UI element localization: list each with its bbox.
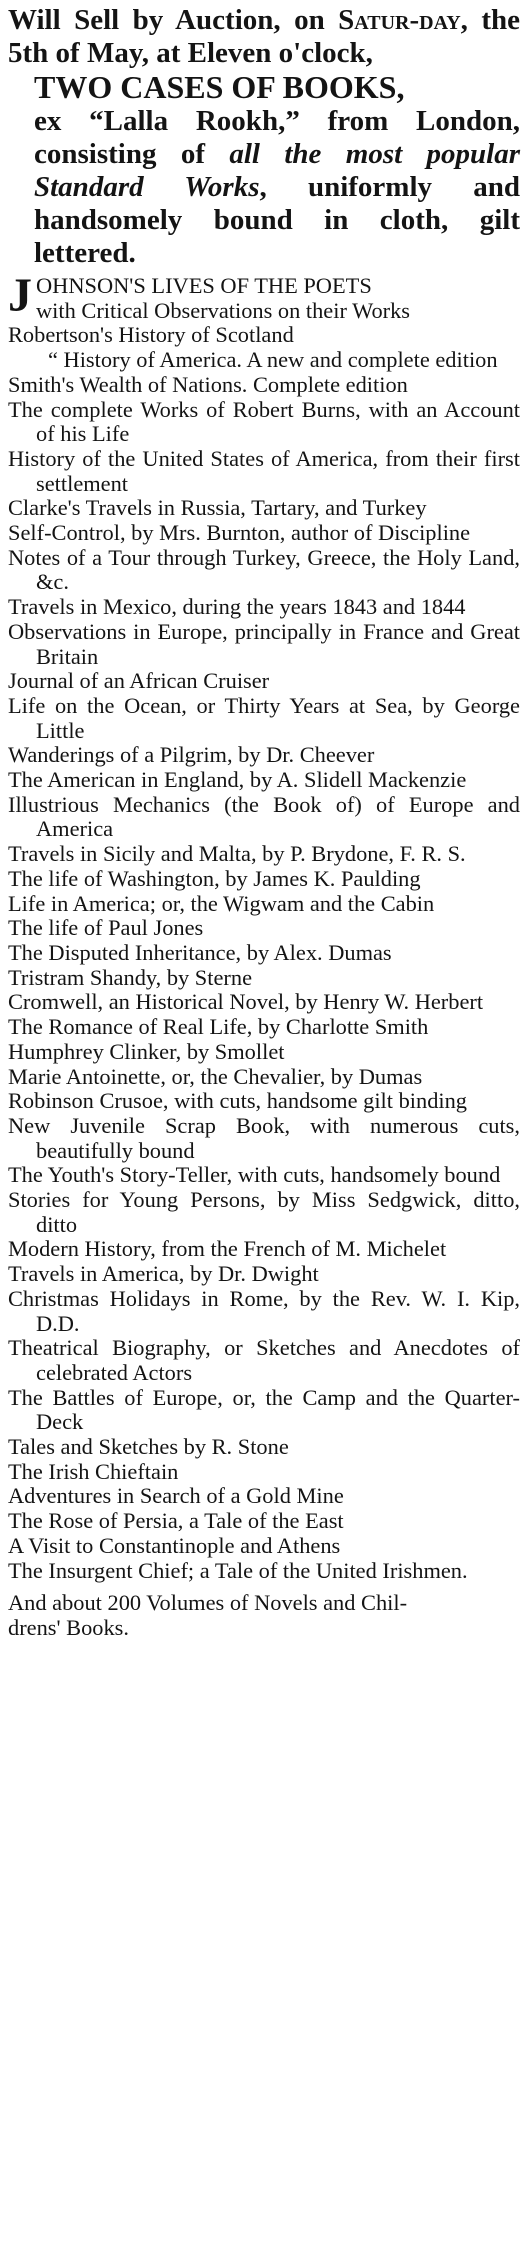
heading-date-time: , the 5th of May, at Eleven o'clock, xyxy=(8,4,520,69)
list-item: Wanderings of a Pilgrim, by Dr. Cheever xyxy=(8,742,375,768)
list-item: The Rose of Persia, a Tale of the East xyxy=(8,1508,344,1534)
heading-saturday-part2: day xyxy=(419,4,461,36)
list-item: Robertson's History of Scotland xyxy=(8,322,294,348)
list-item: Christmas Holidays in Rome, by the Rev. W. I. Kip, D.D. xyxy=(8,1285,520,1336)
list-item: Theatrical Biography, or Sketches and Anecdotes of celebrated Actors xyxy=(8,1335,520,1385)
first-item-title: OHNSON'S LIVES OF THE POETS xyxy=(36,273,372,298)
list-item: Cromwell, an Historical Novel, by Henry W. Herbert xyxy=(8,989,484,1015)
list-item: The life of Washington, by James K. Paulding xyxy=(8,865,421,891)
list-item: Illustrious Mechanics (the Book of) of Europe and America xyxy=(8,791,520,842)
closing-line2: drens' Books. xyxy=(8,1614,129,1640)
list-item: Modern History, from the French of M. Michelet xyxy=(8,1236,447,1262)
auction-heading xyxy=(8,4,520,270)
list-item: Stories for Young Persons, by Miss Sedgwick, ditto, ditto xyxy=(8,1187,520,1237)
list-item: Humphrey Clinker, by Smollet xyxy=(8,1038,285,1064)
heading-line1: Will Sell by Auction, on xyxy=(8,4,325,36)
heading-description xyxy=(8,105,520,270)
list-item: Life in America; or, the Wigwam and the Cabin xyxy=(8,890,435,916)
list-item: The Disputed Inheritance, by Alex. Dumas xyxy=(8,939,392,965)
heading-saturday-part1: Satur- xyxy=(338,4,420,36)
closing-line1: And about 200 Volumes of Novels and Chil- xyxy=(8,1590,408,1616)
heading-two-cases: TWO CASES OF BOOKS, xyxy=(34,69,405,105)
list-item: The Battles of Europe, or, the Camp and the Quarter-Deck xyxy=(8,1384,520,1435)
list-item: The complete Works of Robert Burns, with an Account of his Life xyxy=(8,396,520,447)
list-item: Journal of an African Cruiser xyxy=(8,668,270,694)
heading-description-b: , uniformly and handsomely bound in cloth, gilt lettered. xyxy=(34,171,520,269)
list-item: Travels in America, by Dr. Dwight xyxy=(8,1261,319,1287)
list-item: Tales and Sketches by R. Stone xyxy=(8,1434,289,1460)
list-item: Tristram Shandy, by Sterne xyxy=(8,964,253,990)
list-item: Marie Antoinette, or, the Chevalier, by Dumas xyxy=(8,1063,423,1089)
list-item: Adventures in Search of a Gold Mine xyxy=(8,1483,344,1509)
list-item: The American in England, by A. Slidell Mackenzie xyxy=(8,767,467,793)
book-list xyxy=(8,269,520,1583)
heading-description-a: ex “Lalla Rookh,” from London, consisting of xyxy=(34,105,520,170)
drop-cap: J xyxy=(8,269,32,322)
book-items xyxy=(8,323,520,1583)
list-item-first xyxy=(8,269,520,323)
list-item: Smith's Wealth of Nations. Complete edition xyxy=(8,371,408,397)
list-item: Life on the Ocean, or Thirty Years at Sea, by George Little xyxy=(8,692,520,743)
list-item: History of the United States of America, from their first settlement xyxy=(8,445,520,496)
list-item: The Insurgent Chief; a Tale of the United Irishmen. xyxy=(8,1557,468,1583)
heading-description-emphasis: all the most popular Standard Works xyxy=(34,138,520,203)
first-item-rest: with Critical Observations on their Works xyxy=(36,297,411,323)
list-item: Robinson Crusoe, with cuts, handsome gilt binding xyxy=(8,1088,467,1114)
list-item: “ History of America. A new and complete edition xyxy=(48,347,498,373)
list-item: The life of Paul Jones xyxy=(8,915,204,941)
list-item: Clarke's Travels in Russia, Tartary, and Turkey xyxy=(8,495,427,521)
list-item: A Visit to Constantinople and Athens xyxy=(8,1532,341,1558)
list-item: New Juvenile Scrap Book, with numerous cuts, beautifully bound xyxy=(8,1112,520,1163)
list-item: Observations in Europe, principally in France and Great Britain xyxy=(8,618,520,669)
list-item: The Romance of Real Life, by Charlotte Smith xyxy=(8,1014,429,1040)
list-item: Self-Control, by Mrs. Burnton, author of Discipline xyxy=(8,520,471,546)
list-item: Travels in Mexico, during the years 1843 and 1844 xyxy=(8,594,466,620)
list-item: The Irish Chieftain xyxy=(8,1458,179,1484)
closing-note xyxy=(8,1591,520,1640)
list-item: Travels in Sicily and Malta, by P. Brydone, F. R. S. xyxy=(8,841,466,867)
list-item: Notes of a Tour through Turkey, Greece, the Holy Land, &c. xyxy=(8,544,520,595)
list-item: The Youth's Story-Teller, with cuts, handsomely bound xyxy=(8,1162,501,1188)
